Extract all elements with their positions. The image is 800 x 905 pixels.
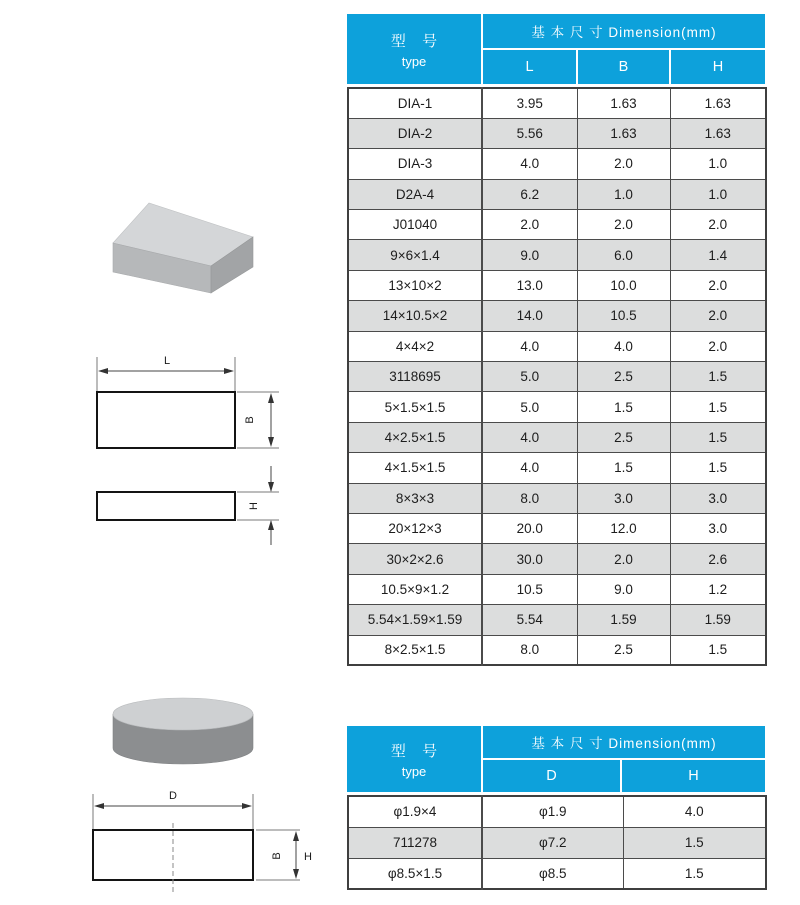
dimension-cell: 2.0 (577, 210, 670, 240)
type-header-en: type (401, 53, 427, 69)
dimension-cell: 3.0 (577, 483, 670, 513)
dimension-cell: 2.0 (577, 149, 670, 179)
width-dim-label: B (271, 852, 283, 860)
table-row (348, 827, 766, 858)
table-row (348, 331, 766, 361)
dimension-cell: 1.63 (577, 88, 670, 118)
table-row (348, 858, 766, 889)
dimension-cell: 2.0 (482, 210, 577, 240)
type-cell: φ8.5×1.5 (348, 858, 482, 889)
type-cell: J01040 (348, 210, 482, 240)
type-header-zh: 型 号 (390, 32, 444, 50)
table-row (348, 179, 766, 209)
dimension-cell: 14.0 (482, 301, 577, 331)
arrowhead-icon (94, 803, 104, 809)
dimension-cell: 10.5 (577, 301, 670, 331)
dimension-cell: 10.5 (482, 574, 577, 604)
arrowhead-icon (293, 869, 299, 879)
diameter-dim-label: D (169, 790, 177, 802)
dimension-cell: 3.0 (670, 483, 766, 513)
dimension-cell: 1.63 (670, 88, 766, 118)
type-cell: 8×3×3 (348, 483, 482, 513)
dimension-cell: 2.5 (577, 635, 670, 665)
dimension-cell: 8.0 (482, 635, 577, 665)
dimension-cell: 1.0 (670, 179, 766, 209)
disc-table-header (347, 726, 765, 792)
dimension-cell: 8.0 (482, 483, 577, 513)
dimension-cell: 1.63 (577, 118, 670, 148)
dimension-cell: 3.0 (670, 513, 766, 543)
block-spec-table (347, 14, 765, 666)
arrowhead-icon (268, 393, 274, 403)
arrowhead-icon (224, 368, 234, 374)
col-header-D: D (483, 760, 620, 792)
table-row (348, 605, 766, 635)
disc-table-body (348, 796, 766, 889)
dimension-cell: 1.5 (670, 635, 766, 665)
block-dimension-drawing (75, 345, 315, 555)
type-cell: DIA-3 (348, 149, 482, 179)
dimension-cell: 1.2 (670, 574, 766, 604)
dimension-cell: 2.0 (670, 301, 766, 331)
dimension-cell: 1.0 (670, 149, 766, 179)
dimension-cell: 1.5 (577, 453, 670, 483)
dimension-cell: 2.5 (577, 422, 670, 452)
dimension-cell: 1.63 (670, 118, 766, 148)
table-row (348, 796, 766, 827)
type-cell: DIA-1 (348, 88, 482, 118)
dimension-cell: 1.4 (670, 240, 766, 270)
dimension-cell: 4.0 (623, 796, 766, 827)
table-row (348, 88, 766, 118)
table-row (348, 422, 766, 452)
dimension-cell: 5.0 (482, 362, 577, 392)
dimension-cell: 6.2 (482, 179, 577, 209)
type-cell: 711278 (348, 827, 482, 858)
arrowhead-icon (293, 831, 299, 841)
type-cell: 10.5×9×1.2 (348, 574, 482, 604)
dimension-cell: 4.0 (482, 422, 577, 452)
disc-spec-table (347, 726, 765, 890)
dimension-cell: 1.5 (577, 392, 670, 422)
dimension-cell: 1.5 (670, 392, 766, 422)
col-header-H: H (622, 760, 765, 792)
width-dim-label: B (244, 416, 256, 424)
table-row (348, 544, 766, 574)
table-row (348, 240, 766, 270)
dimension-cell: φ7.2 (482, 827, 623, 858)
dimension-cell: 1.59 (577, 605, 670, 635)
block-side-view-rect (97, 492, 235, 520)
type-cell: 30×2×2.6 (348, 544, 482, 574)
arrowhead-icon (242, 803, 252, 809)
type-cell: 5.54×1.59×1.59 (348, 605, 482, 635)
dimension-cell: 2.0 (670, 331, 766, 361)
table-row (348, 483, 766, 513)
dimension-cell: 2.5 (577, 362, 670, 392)
table-row (348, 118, 766, 148)
table-row (348, 149, 766, 179)
table-row (348, 301, 766, 331)
dimension-cell: 2.0 (670, 210, 766, 240)
dimension-cell: 6.0 (577, 240, 670, 270)
dimension-cell: 30.0 (482, 544, 577, 574)
dimension-cell: 13.0 (482, 270, 577, 300)
type-cell: 13×10×2 (348, 270, 482, 300)
table-row (348, 574, 766, 604)
table-row (348, 513, 766, 543)
table-row (348, 270, 766, 300)
type-cell: φ1.9×4 (348, 796, 482, 827)
length-dim-label: L (163, 355, 171, 367)
dimension-cell: 1.5 (670, 453, 766, 483)
dimension-cell: 5.54 (482, 605, 577, 635)
dimension-cell: 2.0 (670, 270, 766, 300)
dimension-cell: 5.56 (482, 118, 577, 148)
arrowhead-icon (268, 520, 274, 530)
dimension-cell: 1.5 (670, 362, 766, 392)
table-row (348, 635, 766, 665)
type-cell: 5×1.5×1.5 (348, 392, 482, 422)
type-cell: 8×2.5×1.5 (348, 635, 482, 665)
dimension-cell: 1.5 (623, 827, 766, 858)
dimension-cell: 3.95 (482, 88, 577, 118)
dimension-cell: 4.0 (482, 331, 577, 361)
arrowhead-icon (268, 482, 274, 492)
height-dim-label: H (304, 851, 312, 863)
dimension-cell: 4.0 (577, 331, 670, 361)
height-dim-label: H (248, 502, 260, 510)
dimension-header-cell: 基 本 尺 寸 Dimension(mm) (483, 726, 765, 758)
dimension-cell: φ1.9 (482, 796, 623, 827)
dimension-header-cell: 基 本 尺 寸 Dimension(mm) (483, 14, 765, 48)
table-row (348, 362, 766, 392)
table-row (348, 453, 766, 483)
type-cell: D2A-4 (348, 179, 482, 209)
dimension-cell: 1.59 (670, 605, 766, 635)
dimension-cell: 4.0 (482, 453, 577, 483)
type-header-cell (347, 726, 481, 792)
type-cell: DIA-2 (348, 118, 482, 148)
type-cell: 14×10.5×2 (348, 301, 482, 331)
arrowhead-icon (98, 368, 108, 374)
col-header-L: L (483, 50, 576, 84)
type-header-cell (347, 14, 481, 84)
type-cell: 20×12×3 (348, 513, 482, 543)
type-cell: 4×4×2 (348, 331, 482, 361)
disc-table-data (347, 795, 767, 890)
block-top-view-rect (97, 392, 235, 448)
dimension-cell: 10.0 (577, 270, 670, 300)
dimension-cell: 1.0 (577, 179, 670, 209)
type-cell: 4×1.5×1.5 (348, 453, 482, 483)
arrowhead-icon (268, 437, 274, 447)
disc-dimension-drawing (80, 785, 320, 903)
block-table-body (348, 88, 766, 665)
col-header-B: B (578, 50, 669, 84)
dimension-cell: 12.0 (577, 513, 670, 543)
disc-top-surface (113, 698, 253, 730)
type-cell: 9×6×1.4 (348, 240, 482, 270)
table-row (348, 392, 766, 422)
dimension-cell: φ8.5 (482, 858, 623, 889)
dimension-cell: 9.0 (482, 240, 577, 270)
dimension-cell: 9.0 (577, 574, 670, 604)
block-table-data (347, 87, 767, 666)
dimension-cell: 20.0 (482, 513, 577, 543)
disc-3d-image (103, 688, 263, 773)
dimension-cell: 1.5 (670, 422, 766, 452)
dimension-cell: 4.0 (482, 149, 577, 179)
block-table-header (347, 14, 765, 84)
type-cell: 4×2.5×1.5 (348, 422, 482, 452)
dimension-cell: 1.5 (623, 858, 766, 889)
dimension-cell: 2.0 (577, 544, 670, 574)
col-header-H: H (671, 50, 765, 84)
table-row (348, 210, 766, 240)
type-header-en: type (401, 763, 427, 779)
dimension-cell: 2.6 (670, 544, 766, 574)
type-cell: 3118695 (348, 362, 482, 392)
dimension-cell: 5.0 (482, 392, 577, 422)
block-3d-image (105, 190, 265, 300)
type-header-zh: 型 号 (390, 742, 444, 760)
